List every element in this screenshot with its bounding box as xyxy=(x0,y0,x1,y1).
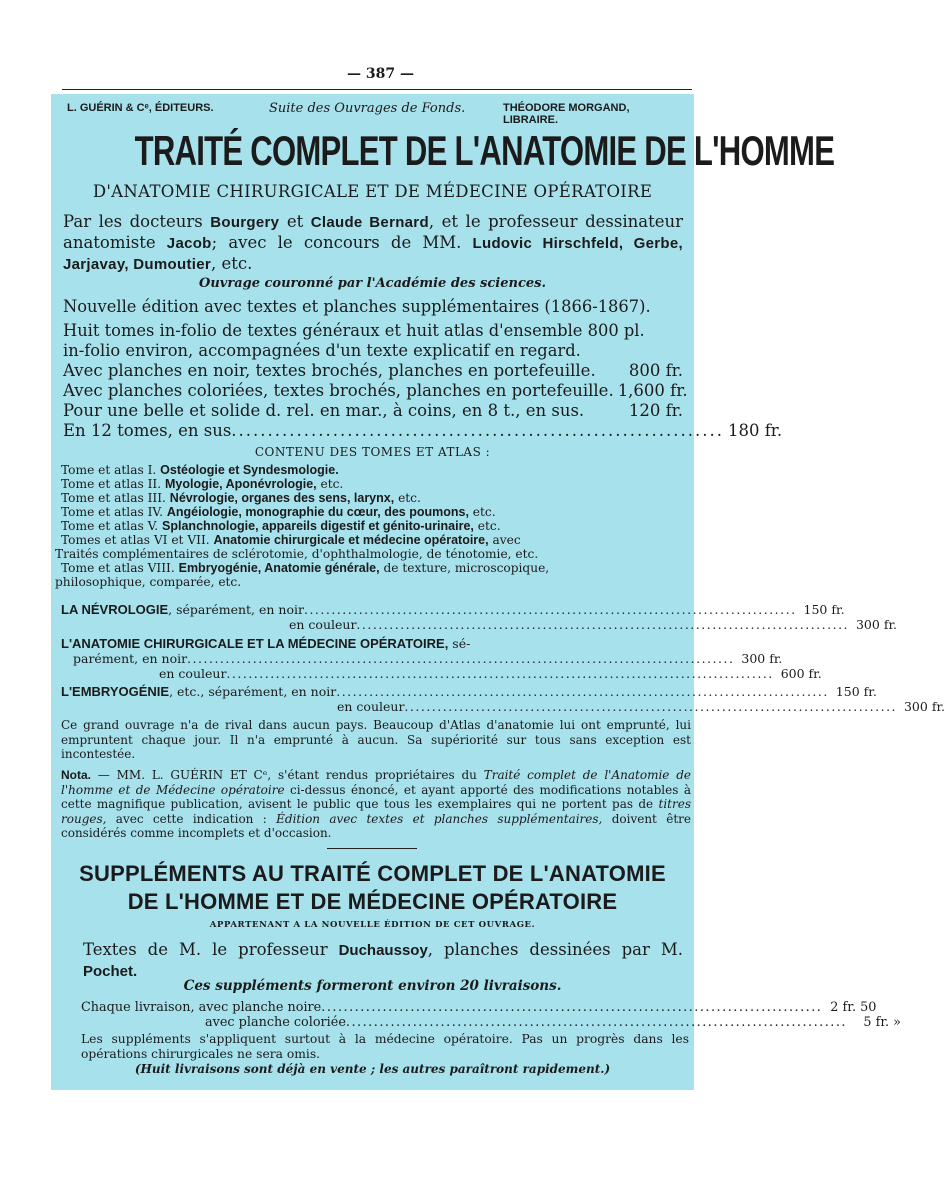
supplements-scope: Les suppléments s'appliquent surtout à la médecine opératoire. Pas un progrès dans les opérations chirurgicales ne sera omis. xyxy=(81,1032,689,1061)
supplements-subheading: APPARTENANT A LA NOUVELLE ÉDITION DE CET OUVRAGE. xyxy=(209,920,536,930)
edition-line: Nouvelle édition avec textes et planches supplémentaires (1866-1867). xyxy=(63,297,651,316)
nota-paragraph: Nota. — MM. L. GUÉRIN ET Cᵉ, s'étant rendus propriétaires du Traité complet de l'Anatomie de l'homme et de Médecine opératoire ci-dessus énoncé, et ayant apporté des modifications notables à cette magnifique publication, avisent le public que tous les exemplaires qui ne portent pas de titres rouges, avec cette indication : Édition avec textes et planches supplémentaires, doivent être considérés comme incomplets et d'occasion. xyxy=(61,768,691,840)
running-header xyxy=(61,100,686,126)
tome-entry: Tome et atlas V. Splanchnologie, appareils digestif et génito-urinaire, etc. xyxy=(61,519,501,533)
header-bookseller: THÉODORE MORGAND, LIBRAIRE. xyxy=(503,102,630,126)
author-name: Claude Bernard xyxy=(310,214,429,231)
price-line: Pour une belle et solide d. rel. en mar., à coins, en 8 t., en sus. 120 fr. xyxy=(63,401,683,420)
tome-entry: Tome et atlas III. Névrologie, organes des sens, larynx, etc. xyxy=(61,491,421,505)
tome-continuation: philosophique, comparée, etc. xyxy=(55,575,242,589)
volumes-line-2: in-folio environ, accompagnées d'un texte explicatif en regard. xyxy=(63,341,581,360)
award-line: Ouvrage couronné par l'Académie des sciences. xyxy=(199,276,546,291)
tome-entry: Tome et atlas II. Myologie, Aponévrologie, etc. xyxy=(61,477,344,491)
livraison-coloriee-line: avec planche coloriée .......................................................................................... 5 fr. » xyxy=(205,1015,902,1030)
page-number: — 387 — xyxy=(347,66,414,82)
anatomie-couleur-line: en couleur .................................................................................................... 600 fr. xyxy=(159,666,822,681)
authors-paragraph xyxy=(63,212,683,275)
main-title: TRAITÉ COMPLET DE L'ANATOMIE DE L'HOMME xyxy=(134,127,835,174)
rival-paragraph: Ce grand ouvrage n'a de rival dans aucun pays. Beaucoup d'Atlas d'anatomie lui ont emprunté, lui empruntent chaque jour. Il n'a emprunté à aucun. Sa supériorité sur tous sans exception est incontestée. xyxy=(61,718,691,761)
livraison-noire-line: Chaque livraison, avec planche noire .......................................................................................... 2 fr. 50 xyxy=(81,1000,877,1015)
authors-text: Par les docteurs xyxy=(63,212,211,231)
section-divider xyxy=(327,848,417,849)
contents-title: CONTENU DES TOMES ET ATLAS : xyxy=(254,445,491,459)
authors-text: ; avec le concours de MM. xyxy=(211,233,473,252)
supplements-authors: Textes de M. le professeur Duchaussoy, planches dessinées par M. Pochet. xyxy=(83,940,683,980)
author-name: Jacob xyxy=(166,235,212,252)
authors-text: , et le professeur dessinateur anatomiste xyxy=(63,212,683,252)
header-publisher: L. GUÉRIN & Cᵉ, ÉDITEURS. xyxy=(67,102,214,114)
tome-entry: Tome et atlas VIII. Embryogénie, Anatomie générale, de texture, microscopique, xyxy=(61,561,550,575)
tome-continuation: Traités complémentaires de sclérotomie, d'ophthalmologie, de ténotomie, etc. xyxy=(55,547,539,561)
tome-entry: Tomes et atlas VI et VII. Anatomie chirurgicale et médecine opératoire, avec xyxy=(61,533,521,547)
advertisement-panel xyxy=(51,94,945,1090)
price-line: Avec planches en noir, textes brochés, planches en portefeuille. 800 fr. xyxy=(63,361,683,380)
price-line: Avec planches coloriées, textes brochés, planches en portefeuille. 1,600 fr. xyxy=(63,381,688,400)
price-line: En 12 tomes, en sus .................................................................... 180 fr. xyxy=(63,421,783,440)
livraisons-on-sale-note: (Huit livraisons sont déjà en vente ; les autres paraîtront rapidement.) xyxy=(134,1062,611,1076)
nevrologie-couleur-line: en couleur .......................................................................................... 300 fr. xyxy=(289,617,898,632)
header-series: Suite des Ouvrages de Fonds. xyxy=(269,101,466,116)
embryogenie-couleur-line: en couleur .......................................................................................... 300 fr. xyxy=(337,699,945,714)
top-rule xyxy=(62,89,692,90)
author-name: Bourgery xyxy=(210,214,280,231)
tome-entry: Tome et atlas I. Ostéologie et Syndesmologie. xyxy=(61,463,339,477)
livraisons-line: Ces suppléments formeront environ 20 livraisons. xyxy=(183,978,562,994)
authors-text: et xyxy=(279,212,311,231)
nevrologie-noir-line: LA NÉVROLOGIE, séparément, en noir .......................................................................................... 150 fr. xyxy=(61,602,845,617)
authors-text: , etc. xyxy=(210,254,253,273)
supplements-title-line-1: SUPPLÉMENTS AU TRAITÉ COMPLET DE L'ANATOMIE xyxy=(79,861,666,886)
supplements-title-line-2: DE L'HOMME ET DE MÉDECINE OPÉRATOIRE xyxy=(127,889,618,914)
author-name: Ludovic Hirschfeld, Gerbe, Jarjavay, Dumoutier xyxy=(63,235,683,273)
anatomie-noir-line: parément, en noir .................................................................................................... 300 fr. xyxy=(73,651,783,666)
embryogenie-noir-line: L'EMBRYOGÉNIE, etc., séparément, en noir .......................................................................................... 150 fr. xyxy=(61,684,877,699)
tome-entry: Tome et atlas IV. Angéiologie, monographie du cœur, des poumons, etc. xyxy=(61,505,496,519)
anatomie-chirurgicale-line: L'ANATOMIE CHIRURGICALE ET LA MÉDECINE OPÉRATOIRE, sé- xyxy=(61,636,471,651)
volumes-line-1: Huit tomes in-folio de textes généraux et huit atlas d'ensemble 800 pl. xyxy=(63,321,645,340)
subtitle: D'ANATOMIE CHIRURGICALE ET DE MÉDECINE OPÉRATOIRE xyxy=(92,182,653,201)
